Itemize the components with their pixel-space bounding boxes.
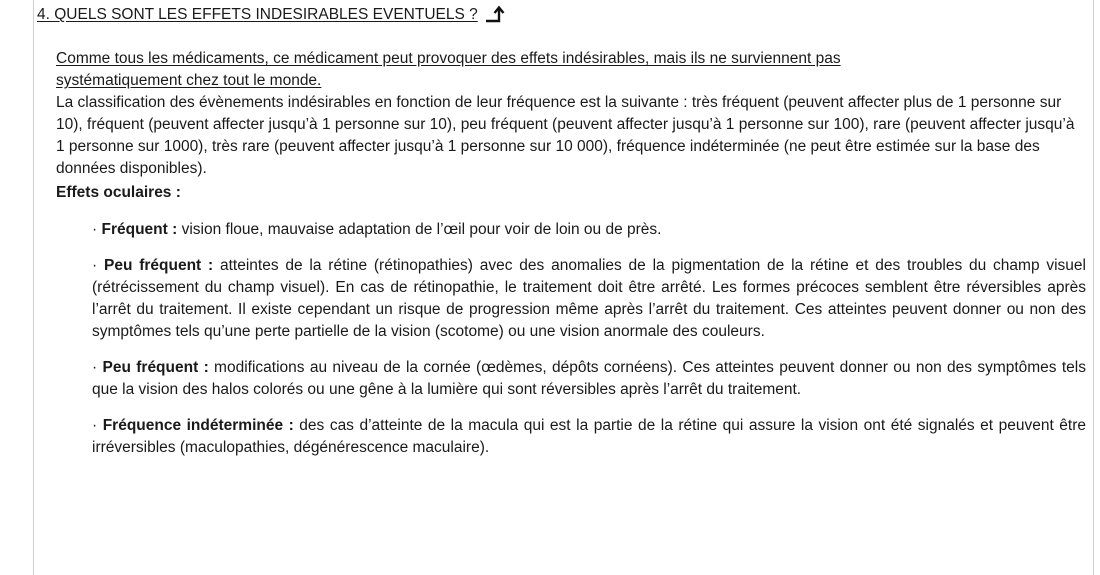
effect-description: des cas d’atteinte de la macula qui est la partie de la rétine qui assure la vision ont été signalés et peuvent être irréversibles (maculopathies, dégénérescence maculaire). xyxy=(92,417,1086,456)
effect-item xyxy=(92,219,1086,241)
section-content xyxy=(56,48,1086,459)
bullet: · xyxy=(92,221,98,238)
return-arrow-icon[interactable] xyxy=(484,5,506,25)
effect-item xyxy=(92,255,1086,343)
effect-description: vision floue, mauvaise adaptation de l’œil pour voir de loin ou de près. xyxy=(177,221,662,238)
effect-description: atteintes de la rétine (rétinopathies) avec des anomalies de la pigmentation de la rétine et des troubles du champ visuel (rétrécissement du champ visuel). En cas de rétinopathie, le traitement doit être arrêté. Les formes précoces semblent être réversibles après l’arrêt du traitement. Il existe cependant un risque de progression même après l’arrêt du traitement. Ces atteintes peuvent donner ou non des symptômes tels qu’une perte partielle de la vision (scotome) ou une vision anormale des couleurs. xyxy=(92,257,1086,340)
effect-description: modifications au niveau de la cornée (œdèmes, dépôts cornéens). Ces atteintes peuvent donner ou non des symptômes tels que la vision des halos colorés ou une gêne à la lumière qui sont réversibles après l’arrêt du traitement. xyxy=(92,359,1086,398)
frequency-classification: La classification des évènements indésirables en fonction de leur fréquence est la suivante : très fréquent (peuvent affecter plus de 1 personne sur 10), fréquent (peuvent affecter jusqu’à 1 personne sur 10), peu fréquent (peuvent affecter jusqu’à 1 personne sur 100), rare (peuvent affecter jusqu’à 1 personne sur 1000), très rare (peuvent affecter jusqu’à 1 personne sur 10 000), fréquence indéterminée (ne peut être estimée sur la base des données disponibles). xyxy=(56,94,1075,177)
effect-item xyxy=(92,357,1086,401)
effect-frequency: Fréquence indéterminée : xyxy=(102,417,294,434)
bullet: · xyxy=(92,257,98,274)
effect-frequency: Peu fréquent : xyxy=(103,257,214,274)
bullet: · xyxy=(92,417,98,434)
section-title[interactable]: 4. QUELS SONT LES EFFETS INDESIRABLES EVENTUELS ? xyxy=(37,6,478,23)
effect-frequency: Fréquent : xyxy=(101,221,178,238)
section-heading xyxy=(37,2,506,28)
document-page xyxy=(33,0,1094,575)
ocular-effects-heading: Effets oculaires : xyxy=(56,184,181,201)
effect-item xyxy=(92,415,1086,459)
intro-paragraph: Comme tous les médicaments, ce médicament peut provoquer des effets indésirables, mais ils ne surviennent pas systématiquement chez tout le monde. xyxy=(56,50,841,89)
effect-frequency: Peu fréquent : xyxy=(102,359,209,376)
bullet: · xyxy=(92,359,98,376)
